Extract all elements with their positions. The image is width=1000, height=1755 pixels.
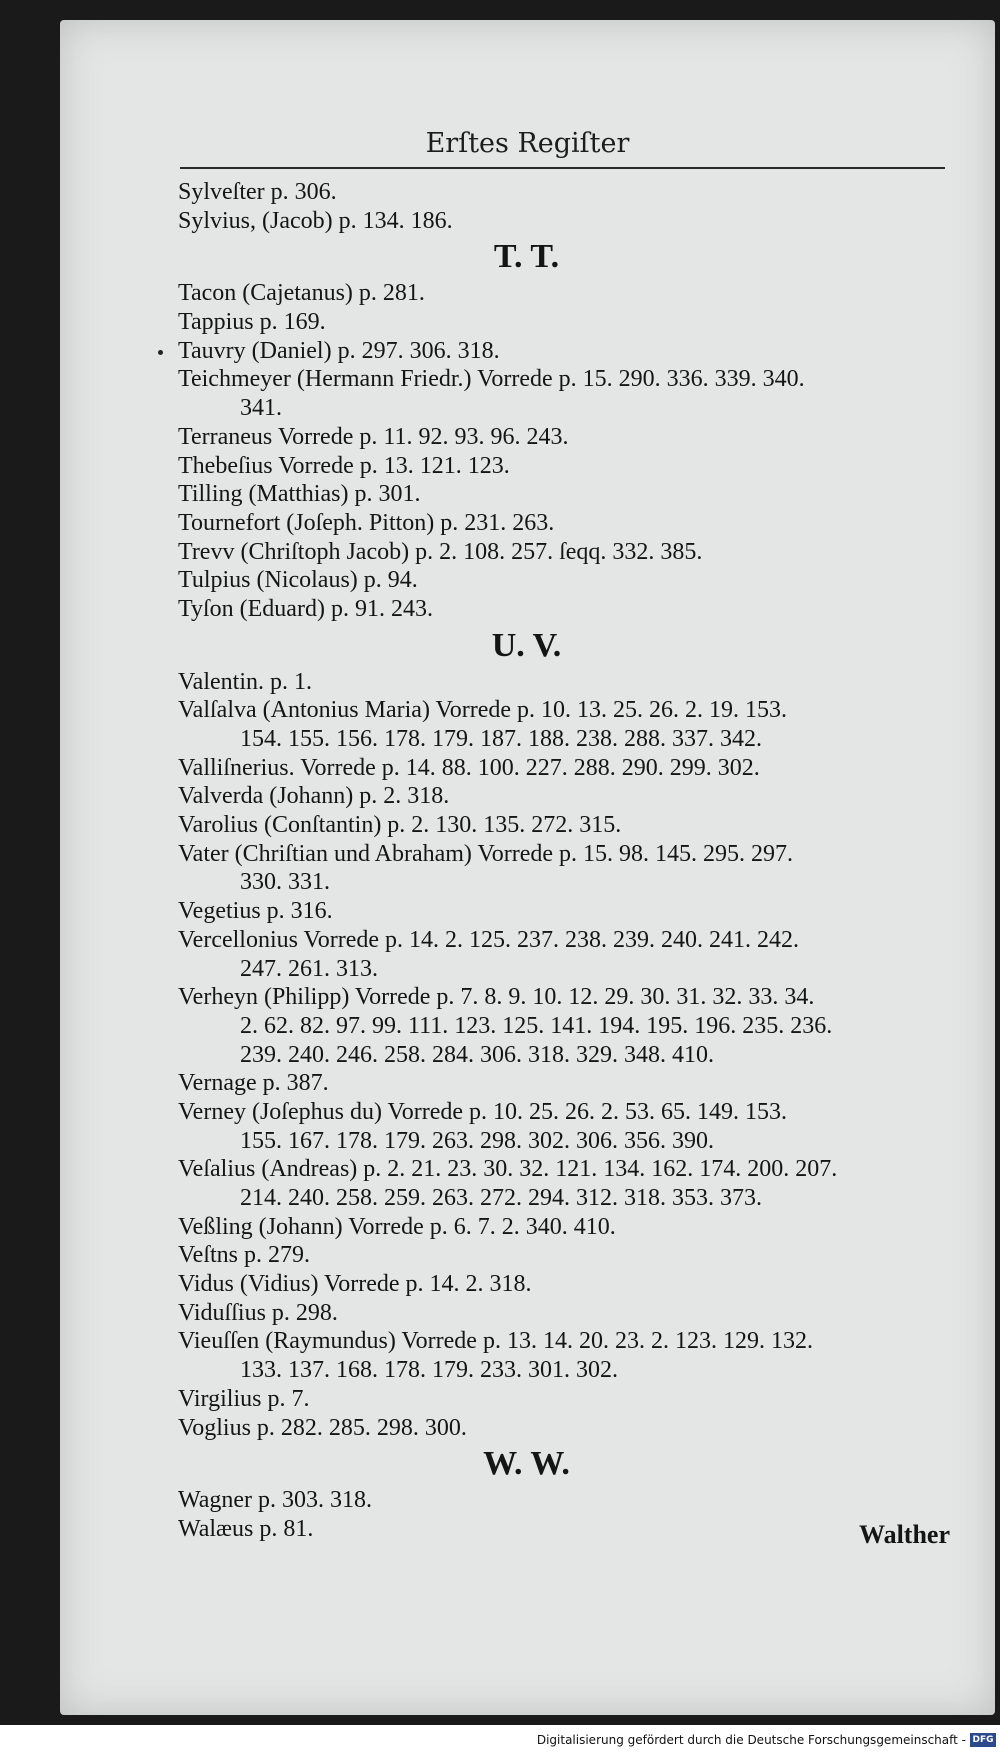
ink-speck <box>158 350 163 355</box>
register-entry: Verney (Joſephus du) Vorrede p. 10. 25. 26. 2. 53. 65. 149. 153. <box>178 1098 788 1125</box>
header-rule <box>180 167 945 169</box>
running-header: Erſtes Regiſter <box>425 128 630 159</box>
register-entry: Valentin. p. 1. <box>178 668 312 695</box>
register-entry: Vater (Chriſtian und Abraham) Vorrede p. 15. 98. 145. 295. 297. <box>178 840 794 867</box>
register-entry: Vieuſſen (Raymundus) Vorrede p. 13. 14. 20. 23. 2. 123. 129. 132. <box>178 1328 813 1355</box>
footer-credit: Digitalisierung gefördert durch die Deutsche Forschungsgemeinschaft - <box>536 1733 966 1747</box>
register-entry: Valliſnerius. Vorrede p. 14. 88. 100. 227. 288. 290. 299. 302. <box>178 754 760 781</box>
register-entry: Tappius p. 169. <box>178 309 326 336</box>
register-entry: Veſalius (Andreas) p. 2. 21. 23. 30. 32. 121. 134. 162. 174. 200. 207. <box>178 1156 838 1183</box>
register-entries <box>178 178 955 1544</box>
register-entry: Tulpius (Nicolaus) p. 94. <box>178 567 418 594</box>
register-entry: Tauvry (Daniel) p. 297. 306. 318. <box>178 337 500 364</box>
catchword: Walther <box>859 1520 950 1549</box>
entry-continuation: 341. <box>240 395 282 422</box>
dfg-logo: DFG <box>970 1733 996 1747</box>
book-page <box>60 20 995 1715</box>
register-entry: Virgilius p. 7. <box>178 1385 310 1412</box>
register-entry: Varolius (Conſtantin) p. 2. 130. 135. 272. 315. <box>178 812 622 839</box>
register-entry: Thebeſius Vorrede p. 13. 121. 123. <box>178 452 510 479</box>
register-entry: Tacon (Cajetanus) p. 281. <box>178 280 425 307</box>
entry-continuation: 2. 62. 82. 97. 99. 111. 123. 125. 141. 194. 195. 196. 235. 236. <box>240 1012 833 1039</box>
entry-continuation: 247. 261. 313. <box>240 955 378 982</box>
register-entry: Veßling (Johann) Vorrede p. 6. 7. 2. 340. 410. <box>178 1213 616 1240</box>
register-entry: Verheyn (Philipp) Vorrede p. 7. 8. 9. 10. 12. 29. 30. 31. 32. 33. 34. <box>178 984 815 1011</box>
register-entry: Vegetius p. 316. <box>178 898 333 925</box>
section-letter: T. T. <box>493 238 560 276</box>
register-entry: Valverda (Johann) p. 2. 318. <box>178 783 450 810</box>
register-entry: Veſtns p. 279. <box>178 1242 310 1269</box>
entry-continuation: 330. 331. <box>240 869 330 896</box>
digitization-footer <box>0 1725 1000 1755</box>
register-entry: Valſalva (Antonius Maria) Vorrede p. 10. 13. 25. 26. 2. 19. 153. <box>178 697 788 724</box>
register-entry: Vercellonius Vorrede p. 14. 2. 125. 237. 238. 239. 240. 241. 242. <box>178 926 800 953</box>
register-entry: Teichmeyer (Hermann Friedr.) Vorrede p. 15. 290. 336. 339. 340. <box>178 366 805 393</box>
entry-continuation: 155. 167. 178. 179. 263. 298. 302. 306. 356. 390. <box>240 1127 714 1154</box>
register-entry: Vernage p. 387. <box>178 1070 329 1097</box>
register-entry: Voglius p. 282. 285. 298. 300. <box>178 1414 467 1441</box>
entry-continuation: 214. 240. 258. 259. 263. 272. 294. 312. 318. 353. 373. <box>240 1185 762 1211</box>
register-entry: Tyſon (Eduard) p. 91. 243. <box>178 595 433 622</box>
section-letter: U. V. <box>491 626 562 664</box>
register-entry: Trevv (Chriſtoph Jacob) p. 2. 108. 257. ſeqq. 332. 385. <box>178 538 703 565</box>
register-entry: Wagner p. 303. 318. <box>178 1487 373 1514</box>
entry-continuation: 239. 240. 246. 258. 284. 306. 318. 329. 348. 410. <box>240 1041 714 1068</box>
register-entry: Tilling (Matthias) p. 301. <box>178 481 421 508</box>
register-entry: Sylvius, (Jacob) p. 134. 186. <box>178 207 453 234</box>
entry-continuation: 133. 137. 168. 178. 179. 233. 301. 302. <box>240 1357 618 1384</box>
register-entry: Sylveſter p. 306. <box>178 179 337 205</box>
register-entry: Vidus (Vidius) Vorrede p. 14. 2. 318. <box>178 1271 532 1298</box>
register-entry: Walæus p. 81. <box>178 1515 314 1542</box>
section-letter: W. W. <box>483 1445 570 1483</box>
register-entry: Terraneus Vorrede p. 11. 92. 93. 96. 243. <box>178 423 569 450</box>
register-entry: Viduſſius p. 298. <box>178 1299 338 1326</box>
entry-continuation: 154. 155. 156. 178. 179. 187. 188. 238. 288. 337. 342. <box>240 726 762 752</box>
register-entry: Tournefort (Joſeph. Pitton) p. 231. 263. <box>178 509 555 536</box>
